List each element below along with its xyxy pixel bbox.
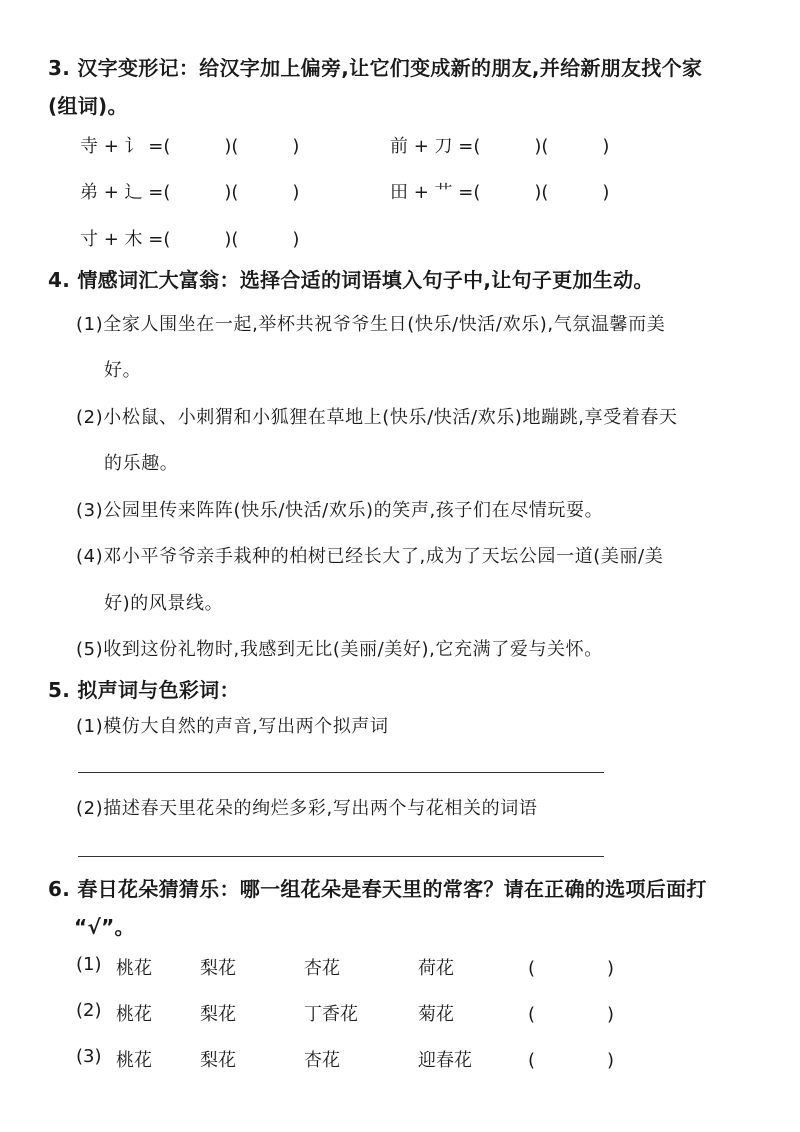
q3-title-line2: (组词)。 [48,94,128,118]
q5-answer-line-1[interactable] [78,772,604,773]
q3-row3-left: 寸 + 木 =( )( ) [80,229,300,250]
q3-row2-right: 田 + 艹 =( )( ) [390,182,610,203]
q6-option-number: (1) [76,954,102,975]
q6-answer-paren[interactable]: ( ) [528,958,615,979]
q6-option-number: (2) [76,1000,102,1021]
q6-flower: 桃花 [116,1004,152,1025]
q6-flower: 桃花 [116,958,152,979]
q3-row1-right: 前 + 刀 =( )( ) [390,136,610,157]
q4-title: 4. 情感词汇大富翁：选择合适的词语填入句子中,让句子更加生动。 [48,268,654,292]
q6-flower: 梨花 [200,1050,236,1071]
q6-title-line2: “√”。 [74,915,135,939]
q6-flower: 荷花 [418,958,454,979]
q6-flower: 梨花 [200,958,236,979]
q4-item2-line2: 的乐趣。 [104,453,179,474]
q5-item2: (2)描述春天里花朵的绚烂多彩,写出两个与花相关的词语 [76,798,538,819]
q4-item1-line1: (1)全家人围坐在一起,举杯共祝爷爷生日(快乐/快活/欢乐),气氛温馨而美 [76,314,666,335]
q6-flower: 杏花 [304,1050,340,1071]
q5-answer-line-2[interactable] [78,856,604,857]
q6-flower: 杏花 [304,958,340,979]
q6-answer-paren[interactable]: ( ) [528,1004,615,1025]
q3-row2-left: 弟 + 辶 =( )( ) [80,182,300,203]
q3-title-line1: 3. 汉字变形记：给汉字加上偏旁,让它们变成新的朋友,并给新朋友找个家 [48,56,703,80]
q3-row1-left: 寺 + 讠 =( )( ) [80,136,300,157]
q5-item1: (1)模仿大自然的声音,写出两个拟声词 [76,716,389,737]
q6-flower: 菊花 [418,1004,454,1025]
q4-item2-line1: (2)小松鼠、小刺猬和小狐狸在草地上(快乐/快活/欢乐)地蹦跳,享受着春天 [76,407,678,428]
q4-item4-line1: (4)邓小平爷爷亲手栽种的柏树已经长大了,成为了天坛公园一道(美丽/美 [76,546,664,567]
q6-flower: 梨花 [200,1004,236,1025]
q4-item3-line1: (3)公园里传来阵阵(快乐/快活/欢乐)的笑声,孩子们在尽情玩耍。 [76,500,604,521]
q4-item4-line2: 好)的风景线。 [104,593,224,614]
q4-item1-line2: 好。 [104,360,142,381]
q6-flower: 迎春花 [418,1050,472,1071]
q6-flower: 丁香花 [304,1004,358,1025]
q6-flower: 桃花 [116,1050,152,1071]
q6-title-line1: 6. 春日花朵猜猜乐：哪一组花朵是春天里的常客？请在正确的选项后面打 [48,877,707,901]
q6-option-number: (3) [76,1046,102,1067]
q5-title: 5. 拟声词与色彩词： [48,678,240,702]
q4-item5-line1: (5)收到这份礼物时,我感到无比(美丽/美好),它充满了爱与关怀。 [76,639,603,660]
q6-answer-paren[interactable]: ( ) [528,1050,615,1071]
